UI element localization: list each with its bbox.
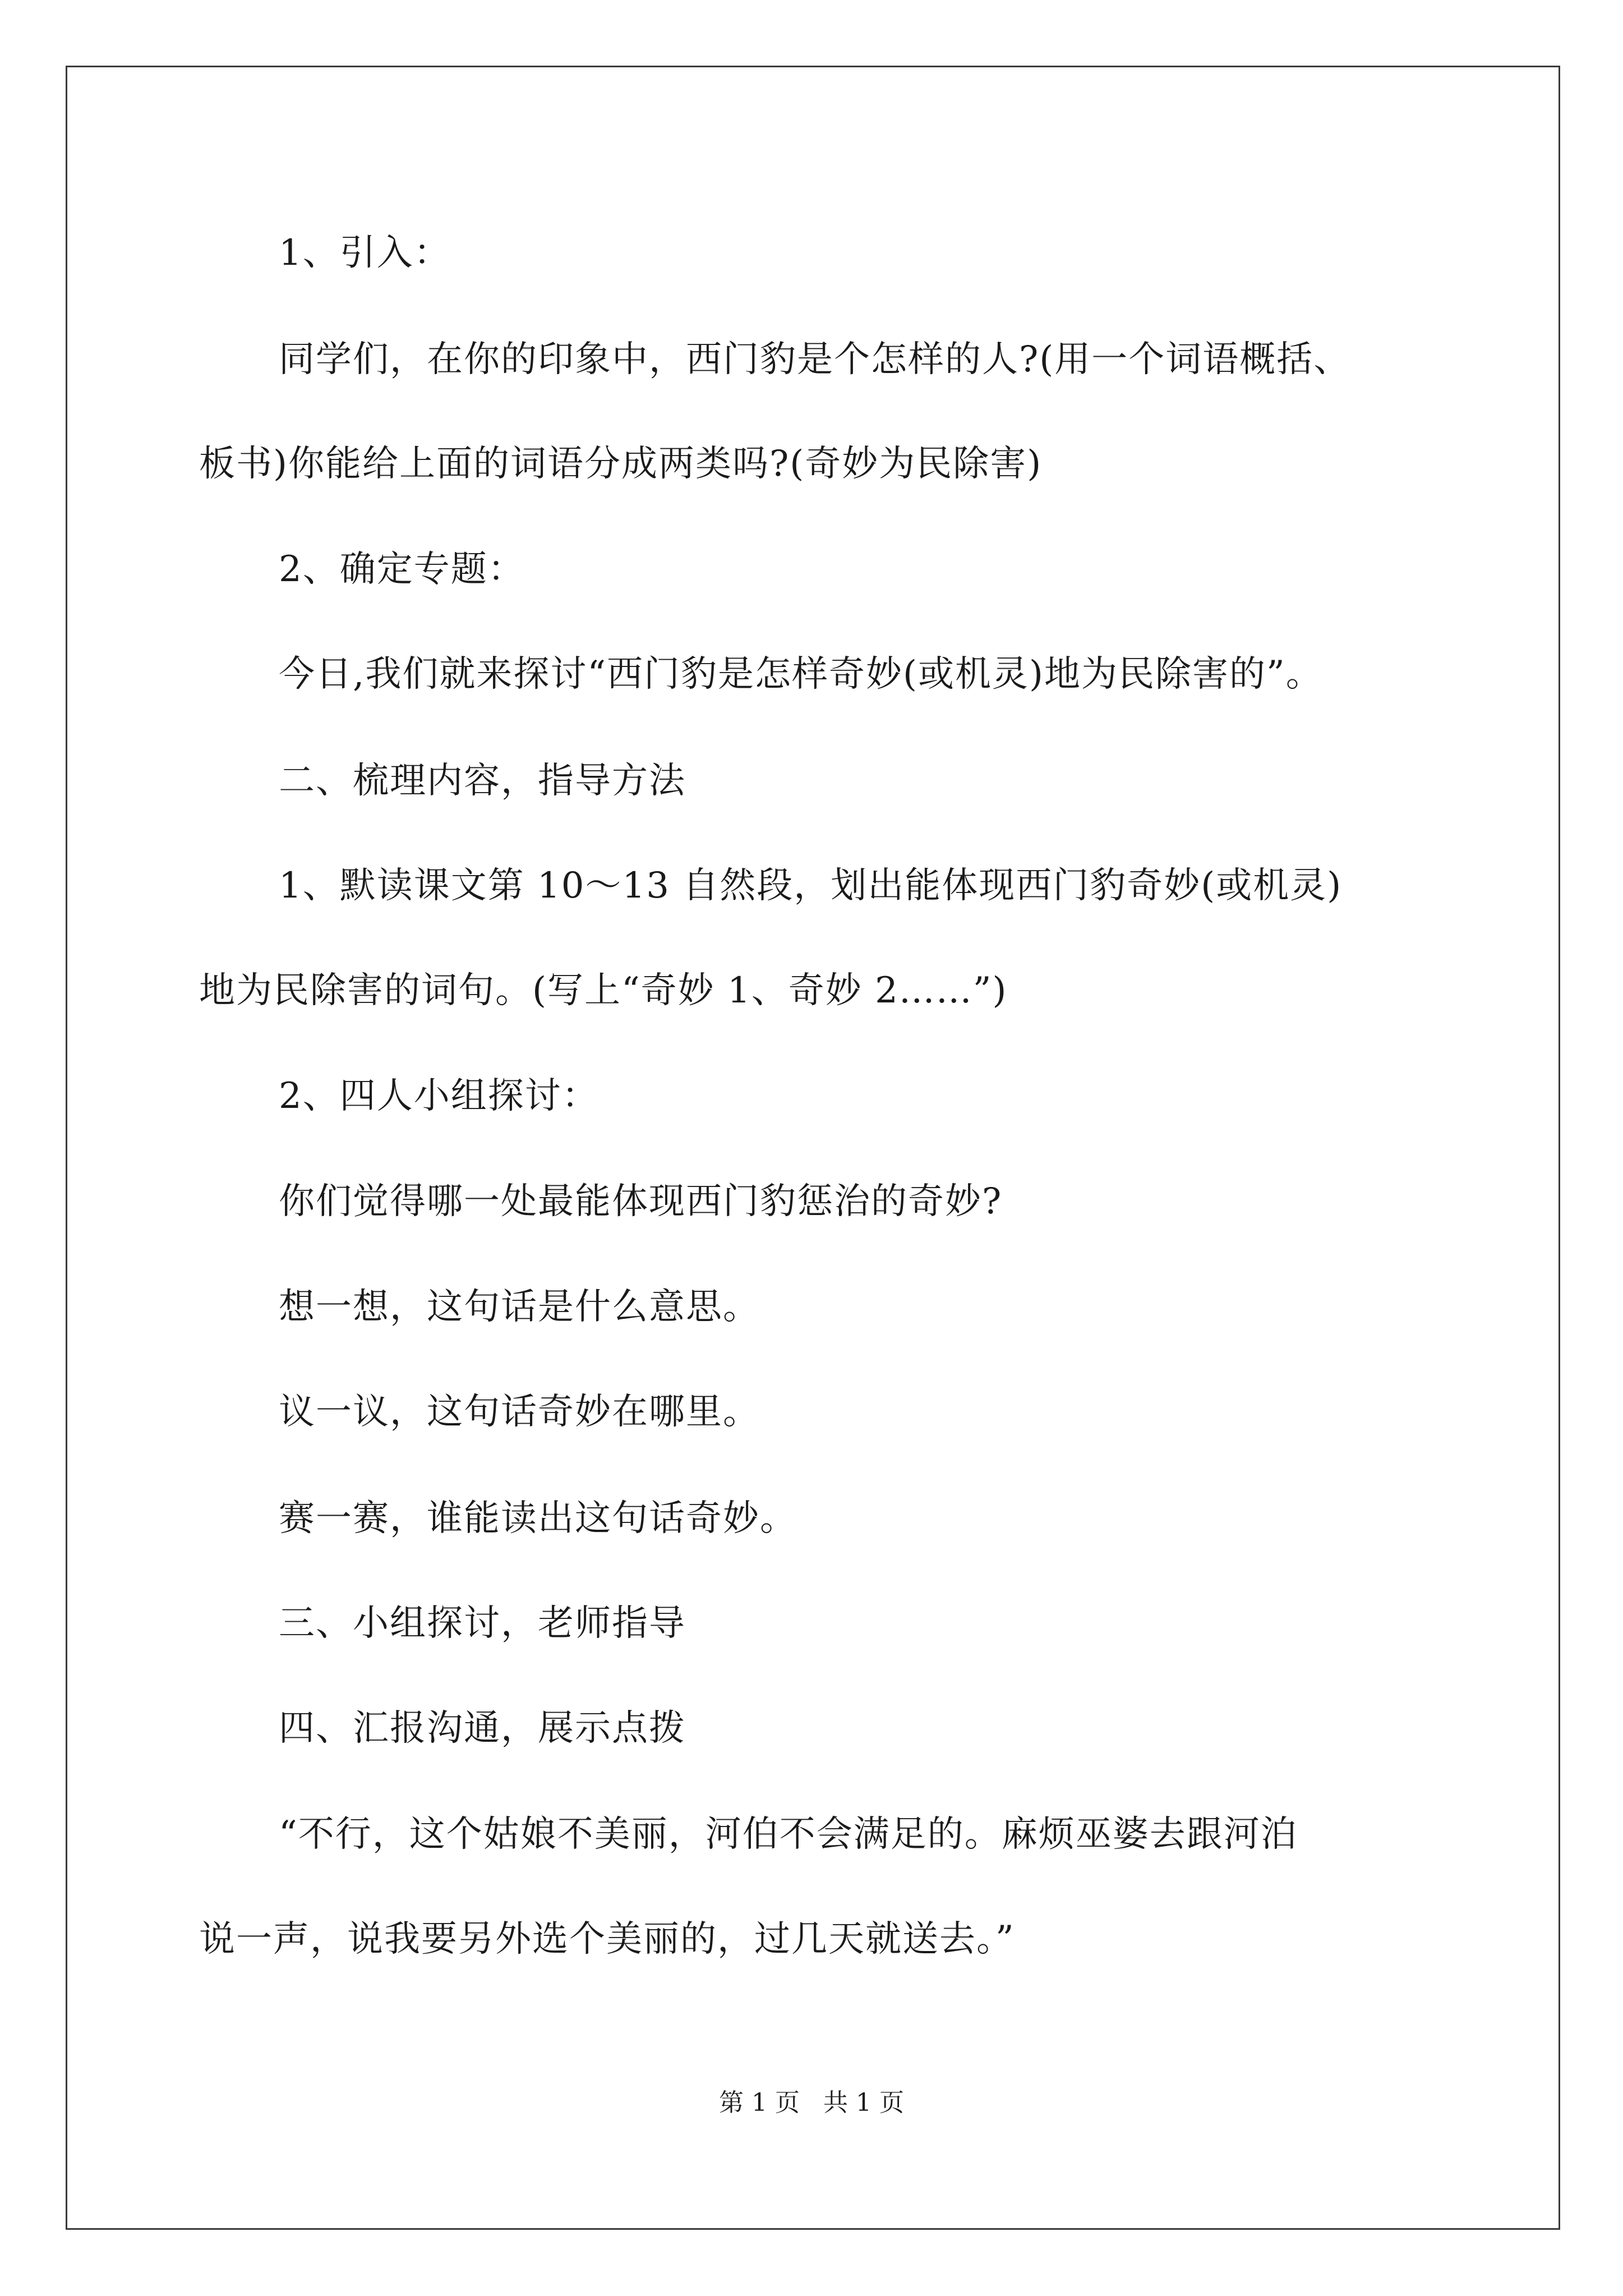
text-line: 三、小组探讨，老师指导	[279, 1603, 686, 1644]
text-line: “不行，这个姑娘不美丽，河伯不会满足的。麻烦巫婆去跟河泊	[279, 1814, 1298, 1855]
text-line: 2、四人小组探讨：	[279, 1075, 599, 1117]
text-line: 想一想，这句话是什么意思。	[279, 1286, 760, 1328]
text-line: 同学们，在你的印象中，西门豹是个怎样的人?(用一个词语概括、	[279, 339, 1351, 380]
text-line: 说一声，说我要另外选个美丽的，过几天就送去。”	[199, 1918, 1015, 1960]
text-line: 二、梳理内容，指导方法	[279, 760, 686, 802]
text-line: 四、汇报沟通，展示点拨	[279, 1708, 686, 1749]
text-line: 今日,我们就来探讨“西门豹是怎样奇妙(或机灵)地为民除害的”。	[279, 654, 1323, 695]
text-line: 你们觉得哪一处最能体现西门豹惩治的奇妙?	[279, 1181, 1003, 1222]
text-line: 议一议，这句话奇妙在哪里。	[279, 1391, 760, 1433]
text-line: 1、默读课文第 10～13 自然段，划出能体现西门豹奇妙(或机灵)	[279, 865, 1343, 907]
text-line: 2、确定专题：	[279, 549, 525, 590]
text-line: 赛一赛，谁能读出这句话奇妙。	[279, 1498, 797, 1539]
text-line: 地为民除害的词句。(写上“奇妙 1、奇妙 2……”)	[199, 970, 1008, 1011]
text-line: 1、引入：	[279, 232, 451, 274]
page-number-footer: 第 1 页 共 1 页	[719, 2088, 904, 2117]
text-line: 板书)你能给上面的词语分成两类吗?(奇妙为民除害)	[199, 443, 1043, 485]
